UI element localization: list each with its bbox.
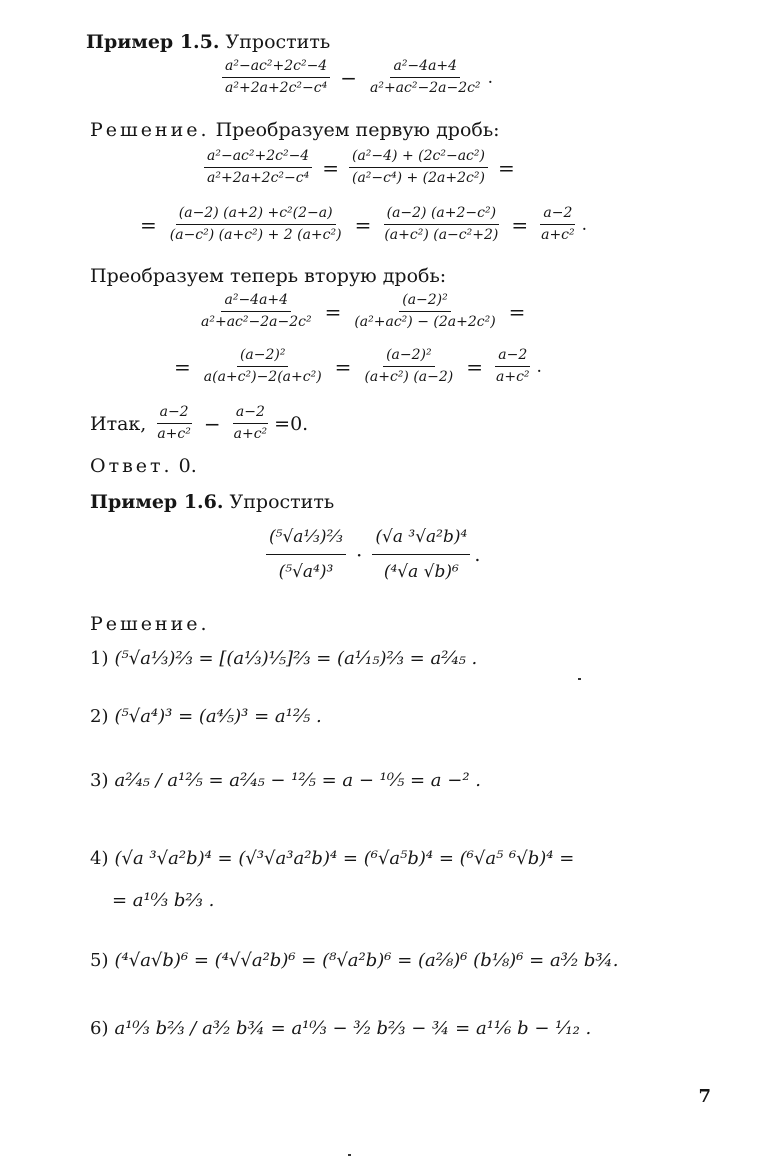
solution-label: Решение. (90, 119, 210, 141)
solution-1-6-step-3: 3) a²⁄₄₅ / a¹²⁄₅ = a²⁄₄₅ − ¹²⁄₅ = a − ¹⁰⁄₅ = a −² . (90, 770, 482, 791)
solution-1-5-step-3: $\frac{\text{a²−4a+4}}{\text{a²+ac²−2a−2c²}}$ = $\frac{\text{(a−2)²}}{\text{(a²+ac²) − (2a+2c²)}}$ = (201, 292, 526, 330)
example-1-6-heading: Пример 1.6. Упростить (90, 491, 335, 513)
solution-1-5-intro: Решение. Преобразуем первую дробь: (90, 119, 500, 141)
example-1-5-heading (86, 30, 330, 54)
scan-speck (348, 1154, 351, 1156)
solution-1-5-second-fraction-intro: Преобразуем теперь вторую дробь: (90, 265, 447, 287)
fraction: $\frac{\text{a²−4a+4}}{\text{a²+ac²−2a−2c²}}$ (369, 58, 481, 96)
solution-1-6-label: Решение. (90, 613, 210, 635)
solution-1-5-step-1: $\frac{\text{a²−ac²+2c²−4}}{\text{a²+2a+2c²−c⁴}}$ = $\frac{\text{(a²−4) + (2c²−ac²)}}{\text{(a²−c⁴) + (2a+2c²)}}$ = (200, 148, 521, 187)
solution-1-5-answer: Ответ. 0. (90, 455, 197, 477)
solution-1-5-conclusion: Итак, $\frac{a-2}{\text{a+c²}}$ − $\frac{a-2}{\text{a+c²}}$ =0. (90, 404, 309, 442)
solution-1-6-step-6: 6) a¹⁰⁄₃ b⅔ / a³⁄₂ b¾ = a¹⁰⁄₃ − ³⁄₂ b⅔ − ¾ = a¹¹⁄₆ b − ¹⁄₁₂ . (90, 1018, 592, 1039)
solution-1-6-step-1: 1) (⁵√a⅓)⅔ = [(a⅓)⅕]⅔ = (a¹⁄₁₅)⅔ = a²⁄₄₅ . (90, 648, 478, 669)
example-1-5-expression: $\frac{\text{a²−ac²+2c²−4}}{\text{a²+2a+2c²−c⁴}}$ − $\frac{\text{a²−4a+4}}{\text{a²+ac²−2a−2c²}}$ . (218, 58, 493, 97)
scan-speck (578, 678, 581, 680)
fraction: $\frac{\text{a²−ac²+2c²−4}}{\text{a²+2a+2c²−c⁴}}$ (222, 58, 330, 97)
solution-1-5-step-2: = $\frac{\text{(a−2) (a+2) +c²(2−a)}}{\text{(a−c²) (a+c²) + 2 (a+c²)}}$ = $\frac{\text{(a−2) (a+2−c²)}}{\text{(a+c²) (a−c²+2)}}$ = $\frac{a-2}{\text{a+c²}}$ . (140, 205, 588, 243)
solution-1-6-step-5: 5) (⁴√a√b)⁶ = (⁴√√a²b)⁶ = (⁸√a²b)⁶ = (a²⁄₈)⁶ (b⅛)⁶ = a³⁄₂ b¾. (90, 950, 619, 971)
solution-1-6-step-4-cont: = a¹⁰⁄₃ b⅔ . (112, 890, 215, 911)
page-number: 7 (698, 1086, 711, 1107)
example-1-5-task: Упростить (225, 31, 331, 53)
example-1-5-label: Пример 1.5. (86, 31, 220, 53)
solution-1-6-step-4: 4) (√a ³√a²b)⁴ = (√³√a³a²b)⁴ = (⁶√a⁵b)⁴ = (⁶√a⁵ ⁶√b)⁴ = (90, 848, 575, 869)
solution-1-5-step-4: = $\frac{\text{(a−2)²}}{\text{a(a+c²)−2(a+c²)}}$ = $\frac{\text{(a−2)²}}{\text{(a+c²) (a−2)}}$ = $\frac{a-2}{\text{a+c²}}$ . (174, 347, 542, 385)
solution-1-6-step-2: 2) (⁵√a⁴)³ = (a⅘)³ = a¹²⁄₅ . (90, 706, 322, 727)
example-1-6-expression: $\frac{\text{(⁵√a⅓)⅔}}{\text{(⁵√a⁴)³}}$ · $\frac{\text{(√a ³√a²b)⁴}}{\text{(⁴√a √b)⁶}}$ . (262, 522, 480, 587)
